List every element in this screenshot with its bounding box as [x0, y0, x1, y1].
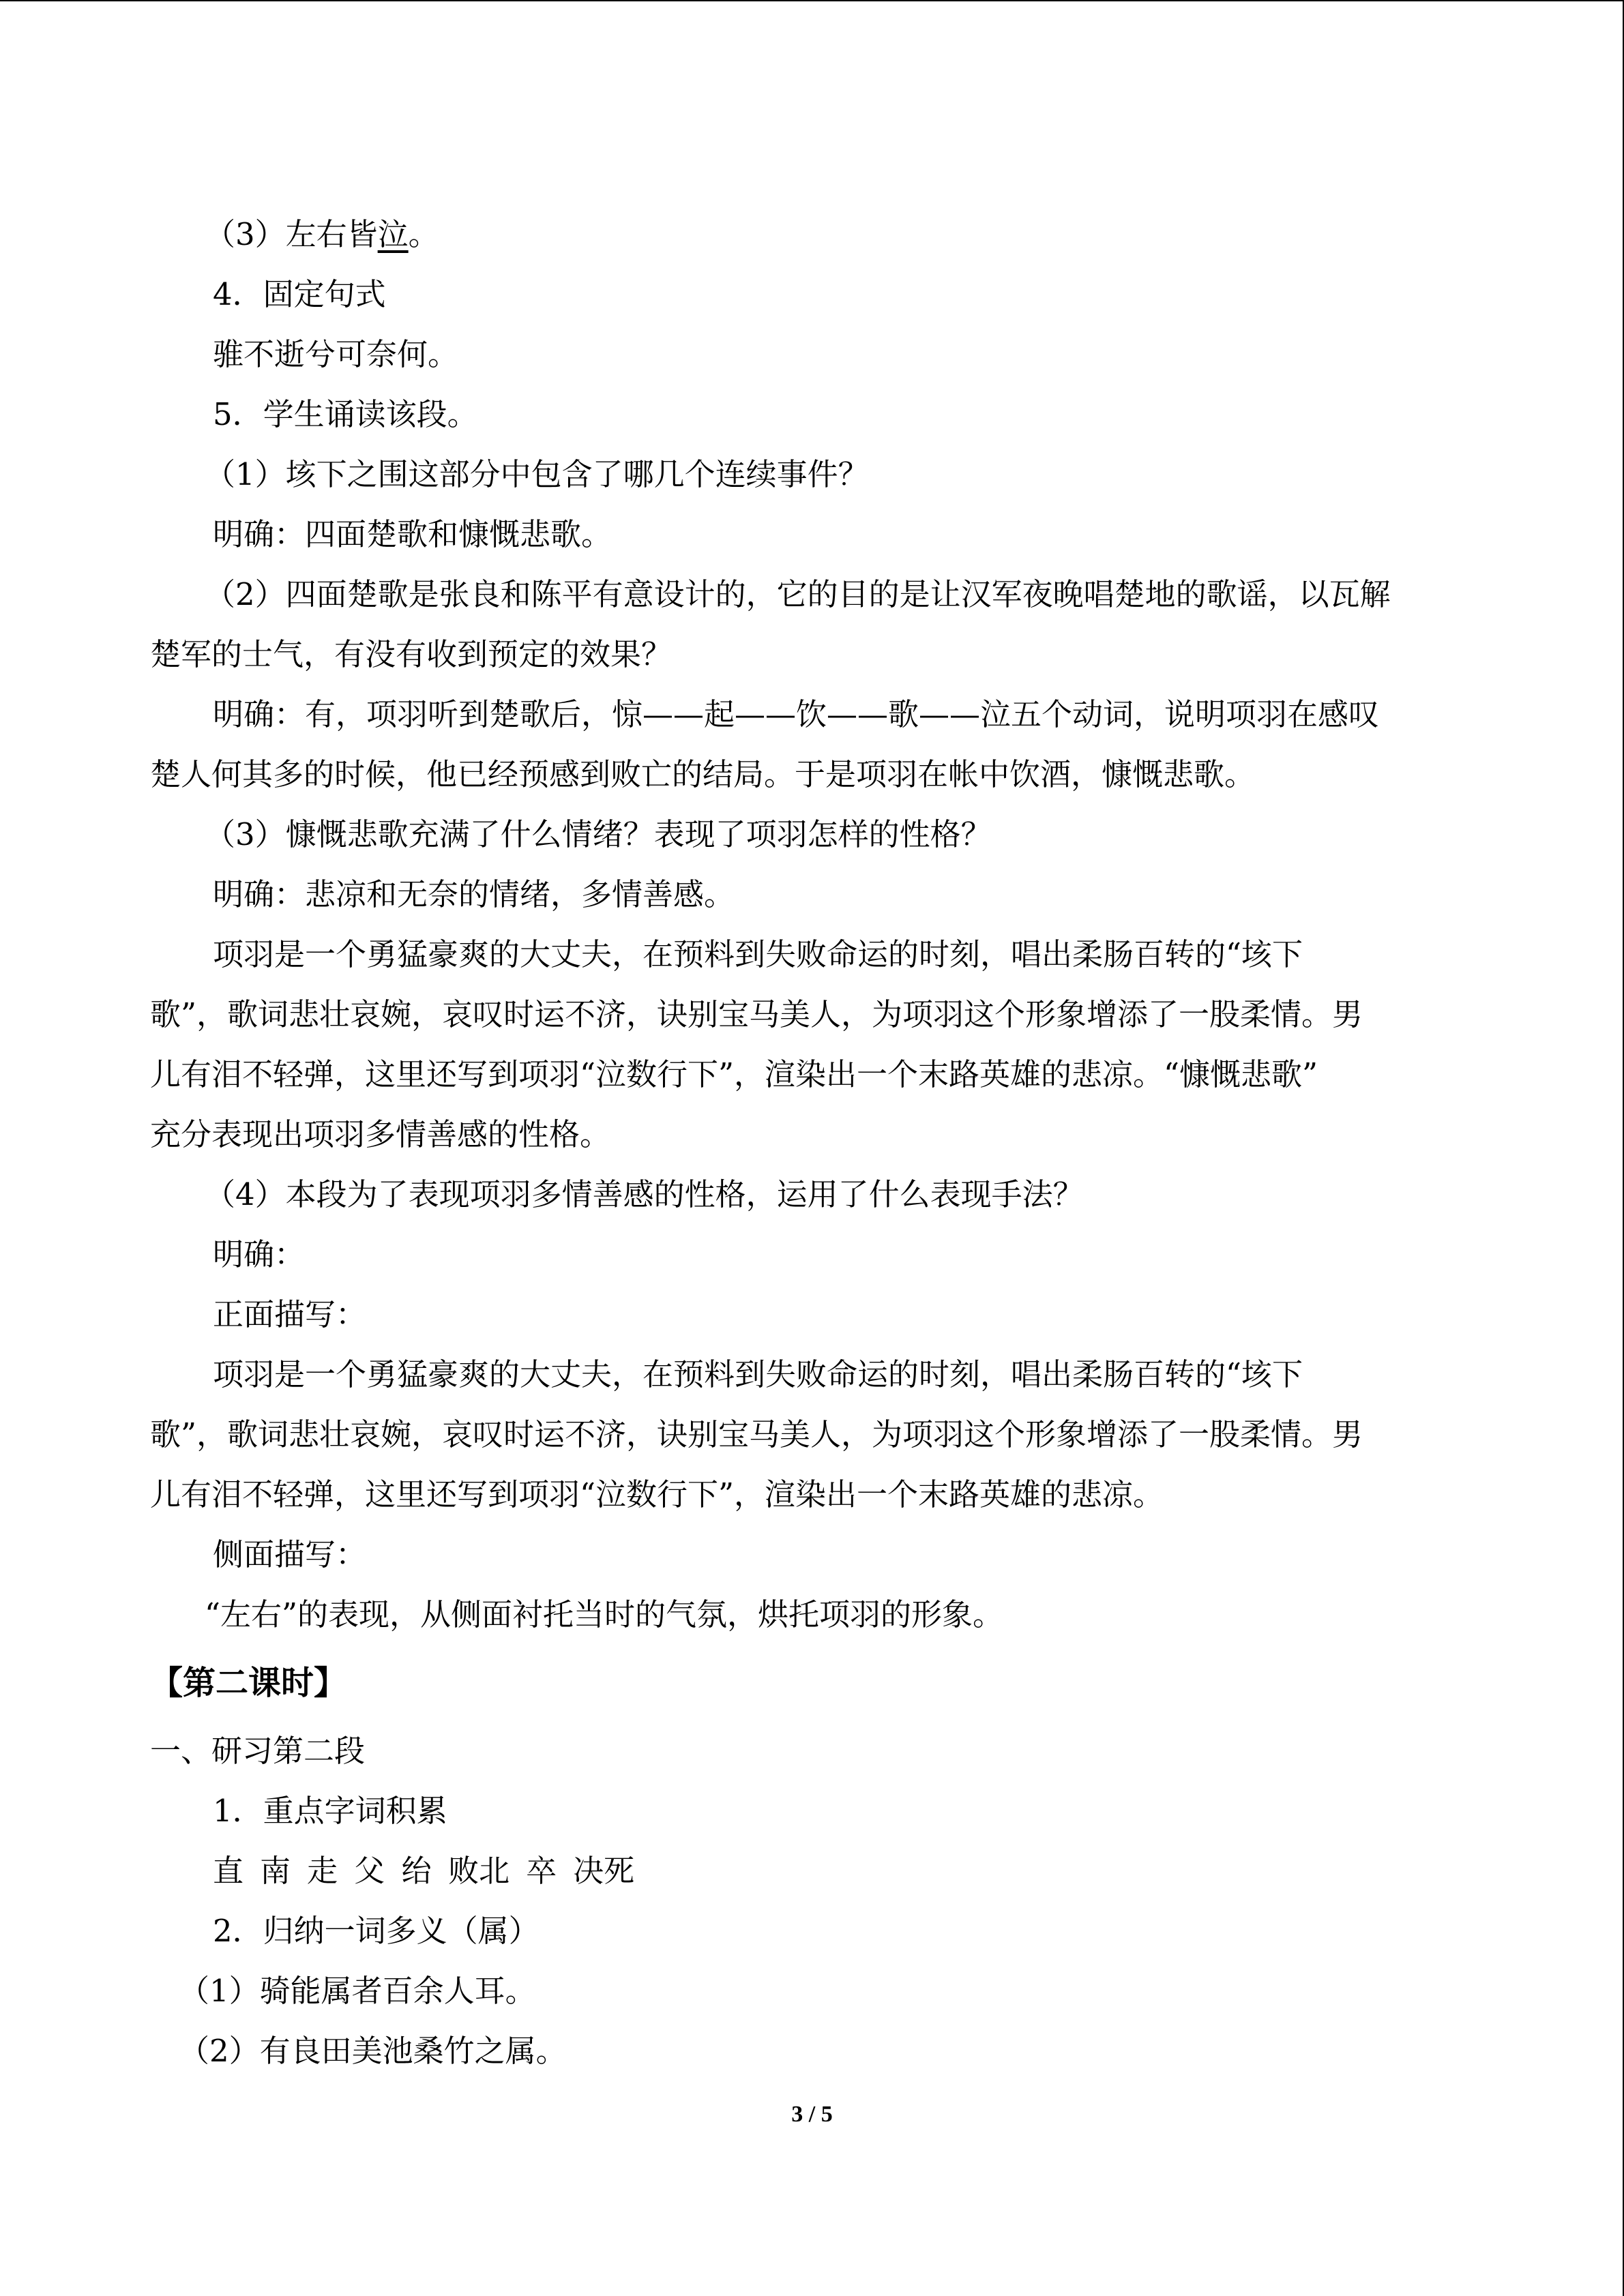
vocabulary-word: 卒	[526, 1853, 557, 1889]
paragraph-line-continued: 歌”，歌词悲壮哀婉，哀叹时运不济，诀别宝马美人，为项羽这个形象增添了一股柔情。男	[150, 1416, 1363, 1452]
example-line: （1）骑能属者百余人耳。	[179, 1973, 536, 2009]
underlined-text: 泣	[377, 216, 409, 252]
vocabulary-word: 败北	[448, 1853, 510, 1889]
paragraph-line: 项羽是一个勇猛豪爽的大丈夫，在预料到失败命运的时刻，唱出柔肠百转的“垓下	[213, 936, 1303, 972]
subheading-line: 侧面描写：	[213, 1536, 367, 1572]
question-line-continued: 楚军的士气，有没有收到预定的效果？	[150, 636, 673, 672]
subheading-line: 1．重点字词积累	[213, 1793, 447, 1829]
answer-line: 明确：	[213, 1236, 306, 1272]
answer-line: 明确：有，项羽听到楚歌后，惊——起——饮——歌——泣五个动词，说明项羽在感叹	[213, 696, 1380, 732]
answer-line: 明确：四面楚歌和慷慨悲歌。	[213, 516, 612, 552]
answer-line: 明确：悲凉和无奈的情绪，多情善感。	[213, 876, 735, 912]
paragraph-line-continued: 充分表现出项羽多情善感的性格。	[150, 1116, 611, 1152]
paragraph-line	[150, 205, 1477, 265]
example-line: （2）有良田美池桑竹之属。	[179, 2033, 567, 2069]
text-run: 。	[408, 216, 439, 252]
paragraph-line-continued: 儿有泪不轻弹，这里还写到项羽“泣数行下”，渲染出一个末路英雄的悲凉。“慷慨悲歌”	[150, 1056, 1318, 1092]
document-body	[150, 205, 1477, 2081]
answer-line-continued: 楚人何其多的时候，他已经预感到败亡的结局。于是项羽在帐中饮酒，慷慨悲歌。	[150, 756, 1256, 792]
paragraph-line: 骓不逝兮可奈何。	[213, 336, 459, 372]
section-title-line: 一、研习第二段	[150, 1733, 366, 1769]
text-run: （3）左右皆	[205, 216, 378, 252]
vocabulary-word: 走	[307, 1853, 338, 1889]
vocabulary-word: 父	[354, 1853, 385, 1889]
subheading-line: 2．归纳一词多义（属）	[213, 1913, 540, 1949]
vocabulary-list	[150, 1841, 1477, 1901]
subheading-line: 4．固定句式	[213, 276, 386, 312]
vocabulary-word: 绐	[401, 1853, 432, 1889]
question-line: （3）慷慨悲歌充满了什么情绪？表现了项羽怎样的性格？	[205, 816, 992, 852]
vocabulary-word: 直	[213, 1853, 244, 1889]
subheading-line: 正面描写：	[213, 1296, 367, 1332]
question-line: （2）四面楚歌是张良和陈平有意设计的，它的目的是让汉军夜晚唱楚地的歌谣，以瓦解	[205, 576, 1391, 612]
paragraph-line: 项羽是一个勇猛豪爽的大丈夫，在预料到失败命运的时刻，唱出柔肠百转的“垓下	[213, 1356, 1303, 1392]
subheading-line: 5．学生诵读该段。	[213, 396, 478, 432]
paragraph-line-continued: 歌”，歌词悲壮哀婉，哀叹时运不济，诀别宝马美人，为项羽这个形象增添了一股柔情。男	[150, 996, 1363, 1032]
page-top-border	[0, 0, 1624, 1]
page-number: 3 / 5	[791, 2102, 833, 2127]
vocabulary-word: 南	[260, 1853, 291, 1889]
paragraph-line: “左右”的表现，从侧面衬托当时的气氛，烘托项羽的形象。	[205, 1596, 1004, 1632]
vocabulary-word: 决死	[573, 1853, 635, 1889]
section-heading: 【第二课时】	[150, 1664, 347, 1702]
question-line: （4）本段为了表现项羽多情善感的性格，运用了什么表现手法？	[205, 1176, 1084, 1212]
question-line: （1）垓下之围这部分中包含了哪几个连续事件？	[205, 456, 869, 492]
paragraph-line-continued: 儿有泪不轻弹，这里还写到项羽“泣数行下”，渲染出一个末路英雄的悲凉。	[150, 1476, 1164, 1512]
